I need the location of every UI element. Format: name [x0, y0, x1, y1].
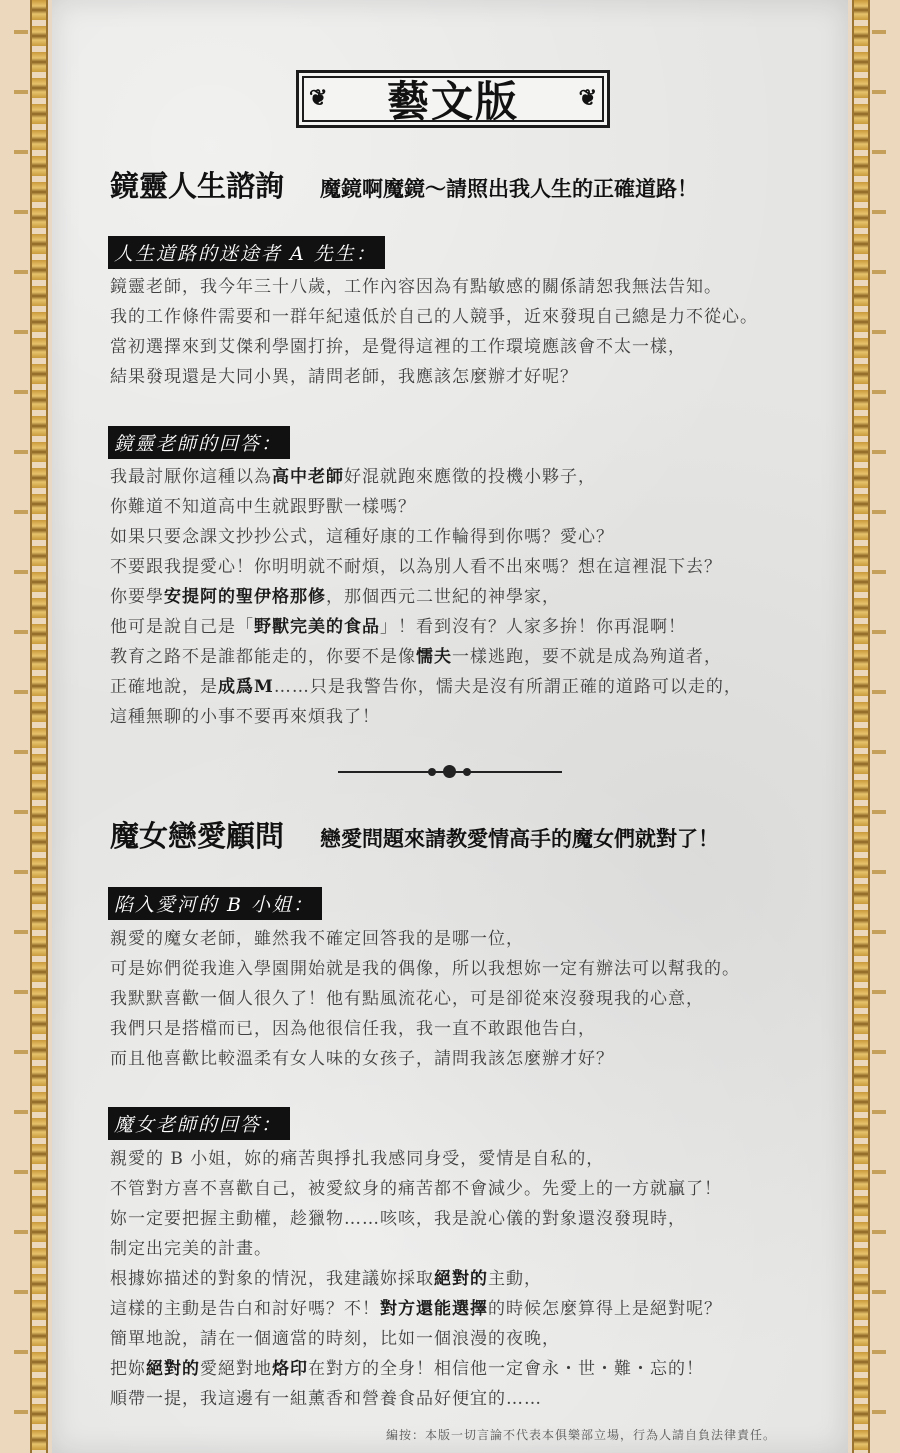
section2-question-label: 陷入愛河的 B 小姐：	[108, 887, 322, 920]
text-segment: 這種無聊的小事不要再來煩我了！	[110, 707, 380, 727]
text-line	[110, 492, 830, 522]
text-line	[110, 642, 830, 672]
text-segment: 你難道不知道高中生就跟野獸一樣嗎？	[110, 497, 416, 517]
section1-answer-label: 鏡靈老師的回答：	[108, 426, 290, 459]
emphasis-text: 絕對的	[434, 1269, 488, 1289]
text-segment: 順帶一提，我這邊有一組薰香和營養食品好便宜的……	[110, 1389, 542, 1409]
emphasis-text: 絕對的	[146, 1359, 200, 1379]
section-divider	[338, 765, 562, 779]
text-segment: 我最討厭你這種以為	[110, 467, 272, 487]
text-line	[110, 672, 830, 702]
text-segment: 主動，	[488, 1269, 542, 1289]
section2-subtitle: 戀愛問題來請教愛情高手的魔女們就對了！	[320, 826, 720, 851]
emphasis-text: 成爲M	[218, 677, 274, 697]
text-segment: ，那個西元二世紀的神學家，	[326, 587, 560, 607]
emphasis-text: 安提阿的聖伊格那修	[164, 587, 326, 607]
left-vine-decoration	[14, 0, 28, 1453]
flourish-right-icon: ❦	[578, 85, 597, 111]
right-vine-decoration	[872, 0, 886, 1453]
text-line	[110, 1264, 830, 1294]
text-line	[110, 702, 830, 732]
text-line	[110, 612, 830, 642]
text-segment: 不管對方喜不喜歡自己，被愛紋身的痛苦都不會減少。先愛上的一方就贏了！	[110, 1179, 722, 1199]
section1-heading	[110, 164, 698, 205]
text-line	[110, 582, 830, 612]
text-line: 親愛的魔女老師，雖然我不確定回答我的是哪一位，	[110, 929, 524, 949]
text-line: 結果發現還是大同小異，請問老師，我應該怎麼辦才好呢？	[110, 367, 578, 387]
flourish-left-icon: ❦	[309, 85, 328, 111]
section1-title: 鏡靈人生諮詢	[110, 169, 285, 203]
text-segment: 你要學	[110, 587, 164, 607]
text-segment: ……只是我警告你，懦夫是沒有所謂正確的道路可以走的，	[273, 677, 742, 697]
text-segment: 教育之路不是誰都能走的，你要不是像	[110, 647, 416, 667]
section2-answer	[110, 1144, 830, 1414]
section1-question-label: 人生道路的迷途者 A 先生：	[108, 236, 385, 269]
text-line	[110, 1294, 830, 1324]
text-segment: 愛絕對地	[200, 1359, 272, 1379]
text-line: 我的工作條件需要和一群年紀遠低於自己的人競爭，近來發現自己總是力不從心。	[110, 307, 758, 327]
text-line: 而且他喜歡比較溫柔有女人味的女孩子，請問我該怎麼辦才好？	[110, 1049, 614, 1069]
editor-note: 編按：本版一切言論不代表本俱樂部立場，行為人請自負法律責任。	[386, 1428, 777, 1442]
text-segment: 的時候怎麼算得上是絕對呢？	[488, 1299, 722, 1319]
text-line: 可是妳們從我進入學園開始就是我的偶像，所以我想妳一定有辦法可以幫我的。	[110, 959, 740, 979]
text-line	[110, 552, 830, 582]
text-segment: 如果只要念課文抄抄公式，這種好康的工作輪得到你嗎？愛心？	[110, 527, 614, 547]
text-segment: 正確地說，是	[110, 677, 218, 697]
text-line	[110, 1204, 830, 1234]
text-line: 我默默喜歡一個人很久了！他有點風流花心，可是卻從來沒發現我的心意，	[110, 989, 704, 1009]
emphasis-text: 對方還能選擇	[380, 1299, 488, 1319]
right-gold-vine	[852, 0, 870, 1453]
left-gold-vine	[30, 0, 48, 1453]
text-line	[110, 1144, 830, 1174]
text-line: 我們只是搭檔而已，因為他很信任我，我一直不敢跟他告白，	[110, 1019, 596, 1039]
section2-question	[110, 924, 830, 1074]
section1-question	[110, 272, 830, 392]
text-line	[110, 1324, 830, 1354]
text-segment: 」！看到沒有？人家多拚！你再混啊！	[380, 617, 686, 637]
section2-title: 魔女戀愛顧問	[110, 819, 285, 853]
text-segment: 根據妳描述的對象的情況，我建議妳採取	[110, 1269, 434, 1289]
text-line	[110, 462, 830, 492]
text-line	[110, 1354, 830, 1384]
section2-heading	[110, 814, 719, 855]
text-line: 鏡靈老師，我今年三十八歲，工作內容因為有點敏感的關係請恕我無法告知。	[110, 277, 722, 297]
text-segment: 在對方的全身！相信他一定會永・世・難・忘的！	[308, 1359, 704, 1379]
text-segment: 妳一定要把握主動權，趁獵物……咳咳，我是說心儀的對象還沒發現時，	[110, 1209, 686, 1229]
title-plaque	[296, 70, 610, 128]
text-segment: 把妳	[110, 1359, 146, 1379]
text-line	[110, 1234, 830, 1264]
text-segment: 親愛的 B 小姐，妳的痛苦與掙扎我感同身受，愛情是自私的，	[110, 1149, 605, 1169]
page-title: 藝文版	[386, 77, 519, 126]
text-segment: 制定出完美的計畫。	[110, 1239, 272, 1259]
text-line	[110, 1174, 830, 1204]
emphasis-text: 烙印	[272, 1359, 308, 1379]
text-segment: 好混就跑來應徵的投機小夥子，	[344, 467, 596, 487]
text-segment: 不要跟我提愛心！你明明就不耐煩，以為別人看不出來嗎？想在這裡混下去？	[110, 557, 722, 577]
section1-answer	[110, 462, 830, 732]
text-segment: 他可是說自己是「	[110, 617, 254, 637]
text-segment: 這樣的主動是告白和討好嗎？不！	[110, 1299, 380, 1319]
section1-subtitle: 魔鏡啊魔鏡～請照出我人生的正確道路！	[320, 176, 699, 201]
text-segment: 一樣逃跑，要不就是成為殉道者，	[452, 647, 722, 667]
text-line: 當初選擇來到艾傑利學園打拚，是覺得這裡的工作環境應該會不太一樣，	[110, 337, 686, 357]
text-line	[110, 522, 830, 552]
emphasis-text: 懦夫	[416, 647, 452, 667]
section2-answer-label: 魔女老師的回答：	[108, 1107, 290, 1140]
emphasis-text: 野獸完美的食品	[254, 617, 380, 637]
text-line	[110, 1384, 830, 1414]
text-segment: 簡單地說，請在一個適當的時刻，比如一個浪漫的夜晚，	[110, 1329, 560, 1349]
emphasis-text: 高中老師	[272, 467, 344, 487]
